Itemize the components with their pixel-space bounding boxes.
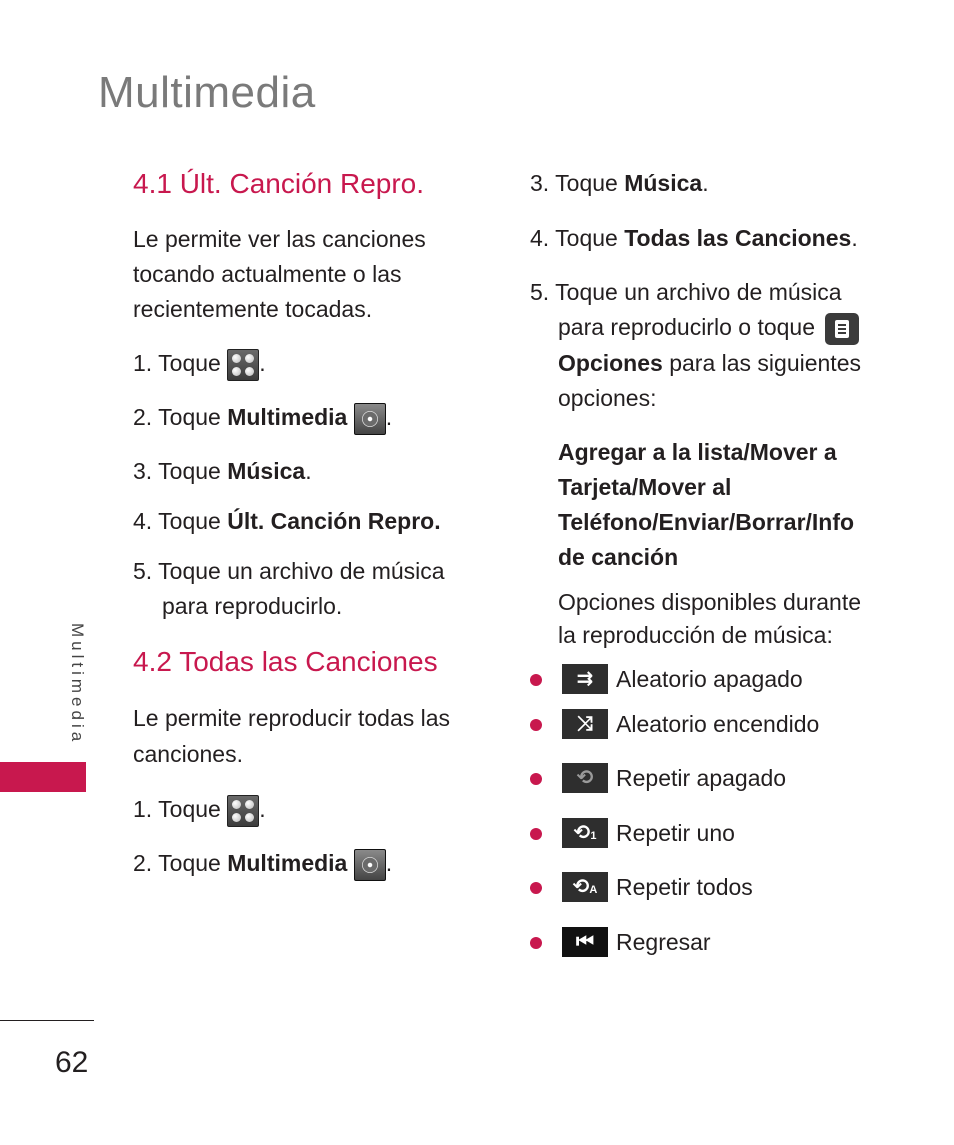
step-bold-term: Música [227, 458, 306, 484]
section2-step-2: 2. Toque Multimedia . [133, 848, 392, 881]
section1-step-1: 1. Toque . [133, 348, 266, 381]
options-list-line: de canción [558, 544, 679, 570]
section-heading-4-2: 4.2 Todas las Canciones [133, 646, 438, 677]
section1-step-3: 3. Toque Música. [133, 458, 312, 484]
right-step-5-cont [558, 348, 861, 378]
right-step-5: 5. Toque un archivo de música [530, 279, 842, 305]
section1-intro-line: tocando actualmente o las [133, 261, 402, 287]
bullet [530, 937, 542, 949]
multimedia-icon [354, 849, 386, 881]
options-list-line: Agregar a la lista/Mover a [558, 439, 837, 465]
page-number: 62 [55, 1046, 89, 1079]
bullet [530, 882, 542, 894]
menu-grid-icon [227, 795, 259, 827]
section1-intro-line: Le permite ver las canciones [133, 226, 426, 252]
step-bold-term: Opciones [558, 350, 663, 376]
right-step-3: 3. Toque Música. [530, 170, 709, 196]
step-text: 3. Toque [133, 458, 221, 484]
multimedia-icon [354, 403, 386, 435]
bullet [530, 828, 542, 840]
step-text: para reproducirlo o toque [558, 314, 815, 340]
step-bold-term: Multimedia [227, 850, 348, 876]
bullet [530, 773, 542, 785]
page-divider [0, 1020, 94, 1021]
back-icon: ⏮ [562, 927, 608, 957]
step-bold-term: Últ. Canción Repro. [227, 508, 441, 534]
step-bold-term: Música [624, 170, 703, 196]
step-text: 4. Toque [133, 508, 221, 534]
section1-step-2: 2. Toque Multimedia . [133, 402, 392, 435]
step-text: 2. Toque [133, 850, 221, 876]
options-list-line: Teléfono/Enviar/Borrar/Info [558, 509, 855, 535]
step-text: para las siguientes [669, 350, 861, 376]
option-label: Regresar [616, 929, 711, 955]
option-label: Repetir apagado [616, 765, 787, 791]
option-label: Aleatorio encendido [616, 711, 820, 737]
playback-intro-line: la reproducción de música: [558, 622, 833, 648]
menu-grid-icon [227, 349, 259, 381]
step-text: 1. Toque [133, 350, 221, 376]
step-text: 2. Toque [133, 404, 221, 430]
shuffle-on-icon: ⤨ [562, 709, 608, 739]
section2-step-1: 1. Toque . [133, 794, 266, 827]
step-bold-term: Todas las Canciones [624, 225, 852, 251]
section1-step-4 [133, 506, 441, 536]
chapter-title: Multimedia [98, 68, 316, 117]
step-text: 4. Toque [530, 225, 618, 251]
right-step-4: 4. Toque Todas las Canciones. [530, 225, 858, 251]
options-list-line: Tarjeta/Mover al [558, 474, 732, 500]
option-label: Repetir uno [616, 820, 735, 846]
shuffle-off-icon: ⇉ [562, 664, 608, 694]
options-menu-icon [825, 313, 859, 345]
repeat-all-icon: ⟲A [562, 872, 608, 902]
repeat-one-icon: ⟲1 [562, 818, 608, 848]
side-tab-marker [0, 762, 86, 792]
section-heading-4-1: 4.1 Últ. Canción Repro. [133, 168, 425, 199]
right-step-5-cont [558, 312, 859, 345]
section1-intro-line: recientemente tocadas. [133, 296, 373, 322]
side-chapter-label: Multimedia [68, 623, 87, 746]
playback-intro-line: Opciones disponibles durante [558, 589, 862, 615]
bullet [530, 674, 542, 686]
section2-intro-line: Le permite reproducir todas las [133, 705, 451, 731]
section2-intro-line: canciones. [133, 741, 243, 767]
step-bold-term: Multimedia [227, 404, 348, 430]
right-step-5-cont: opciones: [558, 385, 657, 411]
option-label: Repetir todos [616, 874, 753, 900]
section1-step-5: 5. Toque un archivo de música [133, 558, 445, 584]
step-text: 3. Toque [530, 170, 618, 196]
step-text: 1. Toque [133, 796, 221, 822]
option-label: Aleatorio apagado [616, 666, 803, 692]
section1-step-5-cont: para reproducirlo. [162, 593, 343, 619]
repeat-off-icon: ⟲ [562, 763, 608, 793]
bullet [530, 719, 542, 731]
